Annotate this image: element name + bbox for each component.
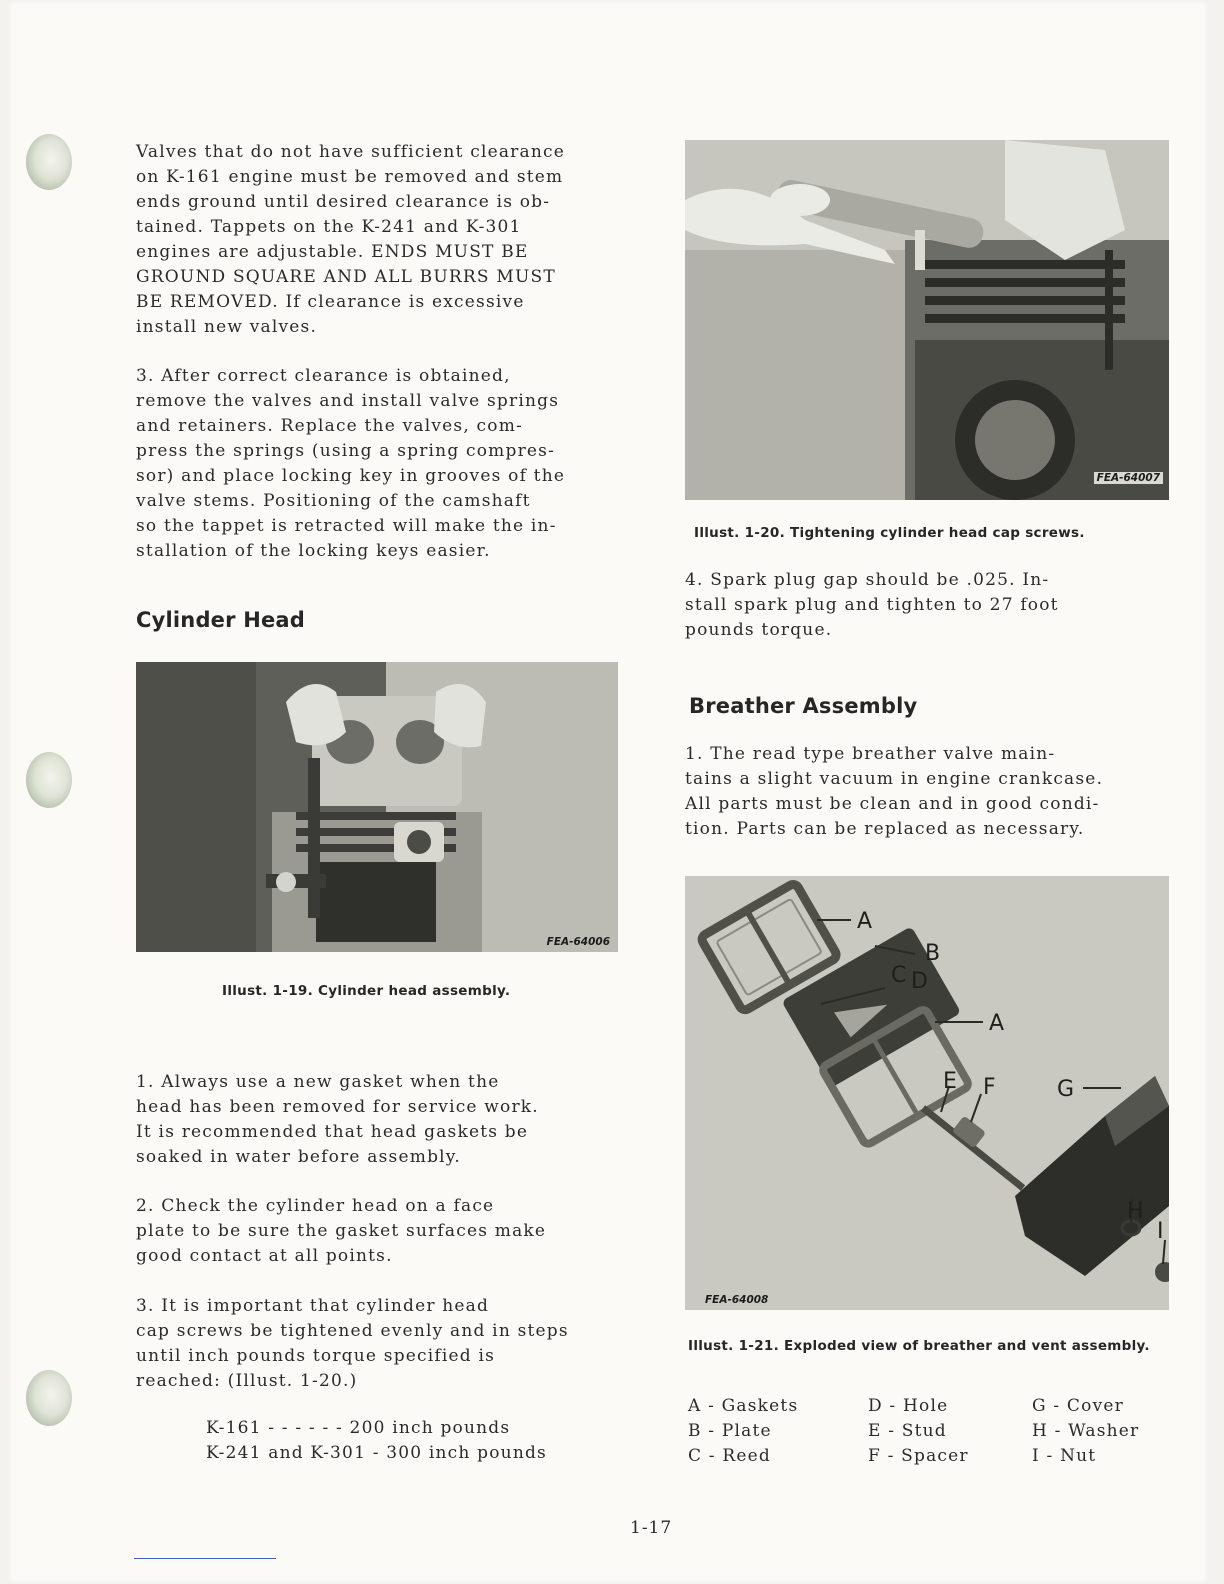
spark-plug-step (685, 568, 1175, 643)
label-i: I (1157, 1219, 1164, 1244)
cylinder-step-1-text: 1. Always use a new gasket when the head has been removed for service work. It is recommended that head gaskets be soaked in water before assembly. (136, 1072, 539, 1167)
cylinder-step-3-text: 3. It is important that cylinder head cap screws be tightened evenly and in steps until inch pounds torque specified is reached: (Illust. 1-20.) (136, 1296, 569, 1391)
figure-20-caption: Illust. 1-20. Tightening cylinder head cap screws. (694, 525, 1085, 541)
manual-page (8, 0, 1208, 1584)
legend-g: G - Cover (1032, 1396, 1124, 1416)
breather-step-1 (685, 742, 1175, 842)
left-column (136, 140, 626, 340)
cylinder-step-3 (136, 1294, 626, 1394)
valve-install-paragraph: 3. After correct clearance is obtained, remove the valves and install valve springs and retainers. Replace the valves, com- press the springs (using a spring compres- sor) and place locking key in grooves of the valve stems. Positioning of the camshaft so the tappet is retracted will make the in- stallation of the locking keys easier. (136, 366, 566, 561)
cylinder-head-photo (136, 662, 618, 952)
label-a-top: A (857, 909, 873, 934)
figure-19-tag: FEA-64006 (546, 936, 610, 948)
cylinder-head-heading: Cylinder Head (136, 608, 306, 632)
label-g: G (1057, 1077, 1075, 1102)
torque-spec-k161: K-161 - - - - - - 200 inch pounds (206, 1418, 511, 1438)
page-number: 1-17 (630, 1518, 673, 1538)
legend-a: A - Gaskets (688, 1396, 799, 1416)
label-f: F (983, 1075, 996, 1100)
label-h: H (1127, 1199, 1144, 1224)
label-c: C (891, 963, 907, 988)
spark-plug-step-text: 4. Spark plug gap should be .025. In- stall spark plug and tighten to 27 foot pounds torque. (685, 570, 1059, 640)
binder-hole-bottom (26, 1370, 72, 1426)
footer-rule (134, 1558, 276, 1559)
legend-c: C - Reed (688, 1446, 771, 1466)
figure-20-tag: FEA-64007 (1094, 472, 1163, 484)
binder-hole-top (26, 134, 72, 190)
breather-exploded-illustration (685, 876, 1169, 1310)
label-a-bottom: A (989, 1011, 1005, 1036)
figure-19-caption: Illust. 1-19. Cylinder head assembly. (222, 983, 511, 999)
label-d: D (911, 969, 928, 994)
legend-b: B - Plate (688, 1421, 772, 1441)
label-e: E (943, 1069, 957, 1094)
legend-h: H - Washer (1032, 1421, 1140, 1441)
legend-e: E - Stud (868, 1421, 947, 1441)
label-b: B (925, 941, 941, 966)
breather-exploded-photo (685, 876, 1169, 1310)
torque-spec-k241-k301: K-241 and K-301 - 300 inch pounds (206, 1443, 547, 1463)
figure-21-tag: FEA-64008 (705, 1294, 769, 1306)
legend-f: F - Spacer (868, 1446, 969, 1466)
tightening-illustration (685, 140, 1169, 500)
cylinder-step-1 (136, 1070, 626, 1170)
tightening-photo (685, 140, 1169, 500)
cylinder-step-2-text: 2. Check the cylinder head on a face plate to be sure the gasket surfaces make good contact at all points. (136, 1196, 547, 1266)
legend-i: I - Nut (1032, 1446, 1097, 1466)
breather-assembly-heading: Breather Assembly (689, 694, 918, 718)
cylinder-head-illustration (136, 662, 618, 952)
breather-step-1-text: 1. The read type breather valve main- tains a slight vacuum in engine crankcase. All parts must be clean and in good condi- tion. Parts can be replaced as necessary. (685, 744, 1104, 839)
binder-hole-middle (26, 752, 72, 808)
step-3-valve-paragraph (136, 364, 626, 564)
valve-clearance-paragraph: Valves that do not have sufficient clearance on K-161 engine must be removed and stem ends ground until desired clearance is ob- tained. Tappets on the K-241 and K-301 engines are adjustable. ENDS MUST BE GROUND SQUARE AND ALL BURRS MUST BE REMOVED. If clearance is excessive install new valves. (136, 142, 565, 337)
figure-21-caption: Illust. 1-21. Exploded view of breather and vent assembly. (688, 1338, 1150, 1354)
cylinder-step-2 (136, 1194, 626, 1269)
legend-d: D - Hole (868, 1396, 949, 1416)
